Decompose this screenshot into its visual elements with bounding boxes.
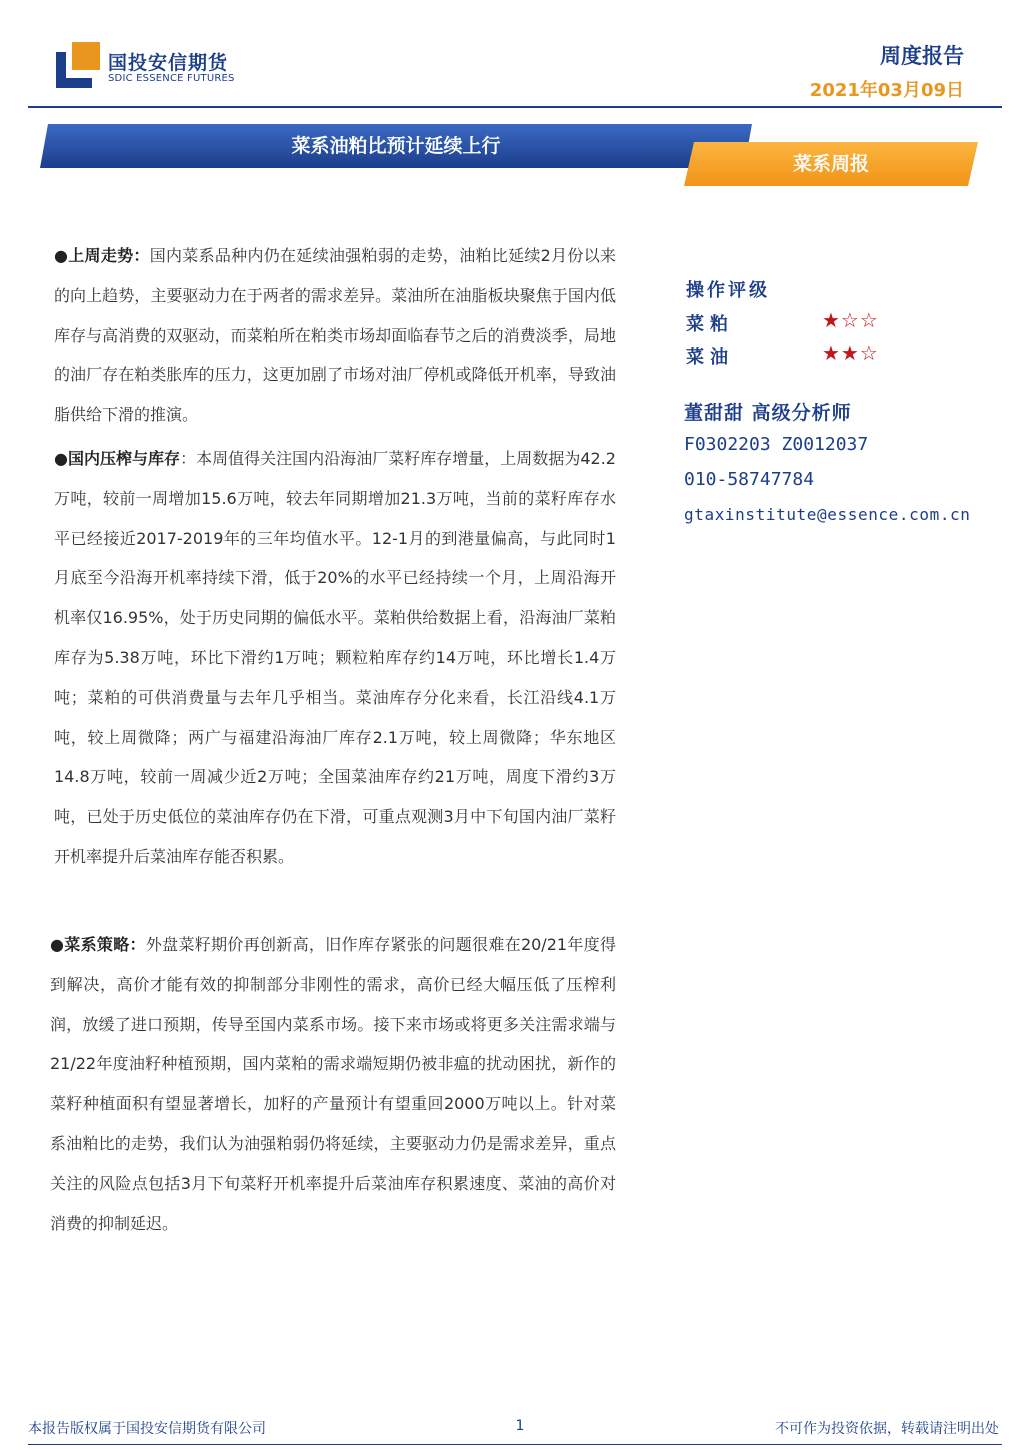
report-title: 菜系油粕比预计延续上行 (291, 135, 501, 157)
column-name: 菜系周报 (792, 153, 869, 175)
star-rating-icon: ★★☆ (822, 341, 879, 365)
logo-mark-icon (56, 42, 102, 88)
analyst-phone: 010-58747784 (684, 469, 815, 490)
section-lead: ●菜系策略： (50, 935, 146, 954)
section-lead: ●上周走势： (54, 246, 150, 265)
section-text: 国内菜系品种内仍在延续油强粕弱的走势，油粕比延续2月份以来的向上趋势，主要驱动力在于两者的需求差异。菜油所在油脂板块聚焦于国内低库存与高消费的双驱动，而菜粕所在粕类市场却面临春节之后的消费淡季，局地的油厂存在粕类胀库的压力，这更加剧了市场对油厂停机或降低开机率，导致油脂供给下滑的推演。 (54, 246, 616, 425)
title-banner (40, 124, 752, 168)
section-lead: ●国内压榨与库存 (54, 449, 181, 468)
section-text: ：本周值得关注国内沿海油厂菜籽库存增量，上周数据为42.2万吨，较前一周增加15.6万吨，较去年同期增加21.3万吨，当前的菜籽库存水平已经接近2017-2019年的三年均值水平。12-1月的到港量偏高，与此同时1月底至今沿海开机率持续下滑，低于20%的水平已经持续一个月，上周沿海开机率仅16.95%，处于历史同期的偏低水平。菜粕供给数据上看，沿海油厂菜粕库存为5.38万吨，环比下滑约1万吨；颗粒粕库存约14万吨，环比增长1.4万吨；菜粕的可供消费量与去年几乎相当。菜油库存分化来看，长江沿线4.1万吨，较上周微降；两广与福建沿海油厂库存2.1万吨，较上周微降；华东地区14.8万吨，较前一周减少近2万吨；全国菜油库存约21万吨，周度下滑约3万吨，已处于历史低位的菜油库存仍在下滑，可重点观测3月中下旬国内油厂菜籽开机率提升后菜油库存能否积累。 (54, 449, 616, 866)
footer-divider (28, 1444, 1002, 1445)
rating-row-rapeseed-oil (686, 343, 906, 371)
header-divider (28, 106, 1002, 108)
footer-disclaimer: 不可作为投资依据，转载请注明出处 (775, 1421, 999, 1437)
section-strategy (50, 925, 616, 1243)
rating-row-rapeseed-meal (686, 310, 906, 338)
section-text: 外盘菜籽期价再创新高，旧作库存紧张的问题很难在20/21年度得到解决，高价才能有效的抑制部分非刚性的需求，高价已经大幅压低了压榨利润，放缓了进口预期，传导至国内菜系市场。接下来市场或将更多关注需求端与21/22年度油籽种植预期，国内菜粕的需求端短期仍被非瘟的扰动困扰，新作的菜籽种植面积有望显著增长，加籽的产量预计有望重回2000万吨以上。针对菜系油粕比的走势，我们认为油强粕弱仍将延续，主要驱动力仍是需求差异，重点关注的风险点包括3月下旬菜籽开机率提升后菜油库存积累速度、菜油的高价对消费的抑制延迟。 (50, 935, 616, 1233)
rating-title: 操作评级 (686, 280, 770, 301)
star-rating-icon: ★☆☆ (822, 308, 879, 332)
page-number: 1 (515, 1418, 525, 1434)
logo-text-cn: 国投安信期货 (108, 52, 229, 74)
rating-name: 菜粕 (686, 314, 734, 335)
report-type: 周度报告 (880, 44, 964, 68)
analyst-license: F0302203 Z0012037 (684, 434, 869, 455)
footer-copyright: 本报告版权属于国投安信期货有限公司 (28, 1421, 266, 1437)
section-last-week-trend (54, 236, 616, 435)
logo-text-en: SDIC ESSENCE FUTURES (108, 73, 235, 84)
company-logo (56, 42, 256, 88)
analyst-name: 董甜甜 高级分析师 (684, 402, 852, 424)
column-banner (684, 142, 978, 186)
section-crush-and-inventory (54, 439, 616, 877)
report-date: 2021年03月09日 (809, 80, 964, 101)
rating-name: 菜油 (686, 347, 734, 368)
analyst-email[interactable]: gtaxinstitute@essence.com.cn (684, 505, 971, 524)
